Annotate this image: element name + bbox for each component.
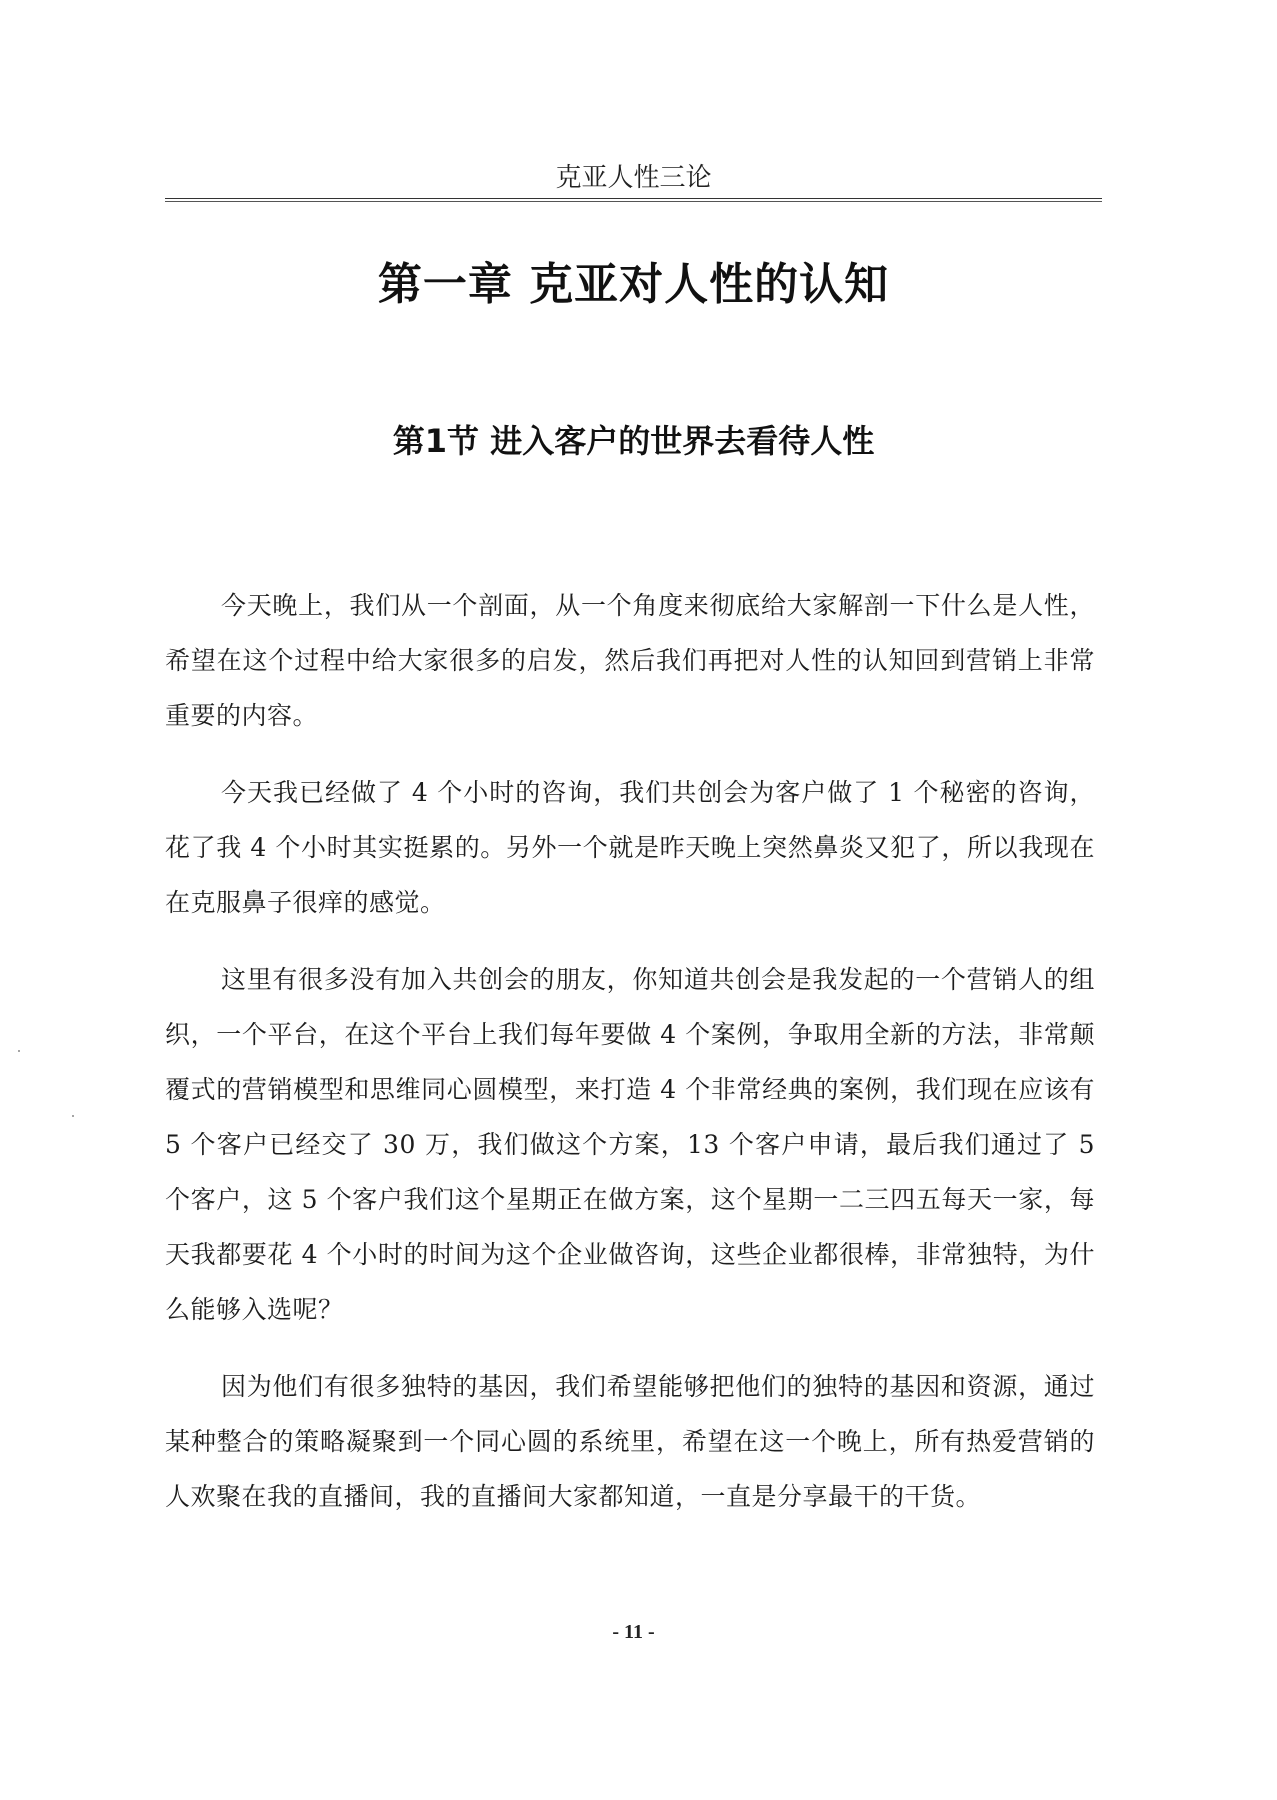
paragraph: 这里有很多没有加入共创会的朋友，你知道共创会是我发起的一个营销人的组织，一个平台，在这个平台上我们每年要做 4 个案例，争取用全新的方法，非常颠覆式的营销模型和思维同心圆模型，来打造 4 个非常经典的案例，我们现在应该有 5 个客户已经交了 30 万，我们做这个方案，13 个客户申请，最后我们通过了 5 个客户，这 5 个客户我们这个星期正在做方案，这个星期一二三四五每天一家，每天我都要花 4 个小时的时间为这个企业做咨询，这些企业都很棒，非常独特，为什么能够入选呢？: [165, 965, 1095, 1324]
header-rule-secondary: [165, 201, 1102, 202]
paragraph: 因为他们有很多独特的基因，我们希望能够把他们的独特的基因和资源，通过某种整合的策略凝聚到一个同心圆的系统里，希望在这一个晚上，所有热爱营销的人欢聚在我的直播间，我的直播间大家都知道，一直是分享最干的干货。: [165, 1372, 1095, 1511]
page-number: - 11 -: [612, 1621, 655, 1643]
chapter-title: 第一章 克亚对人性的认知: [377, 259, 890, 310]
running-header-title: 克亚人性三论: [555, 163, 712, 193]
body-text: [165, 578, 1095, 1546]
header-rule: [165, 198, 1102, 199]
scan-speck: [72, 1115, 74, 1117]
scan-speck: [18, 1050, 20, 1052]
paragraph: 今天我已经做了 4 个小时的咨询，我们共创会为客户做了 1 个秘密的咨询，花了我 4 个小时其实挺累的。另外一个就是昨天晚上突然鼻炎又犯了，所以我现在在克服鼻子很痒的感觉。: [165, 778, 1095, 917]
section-title: 第1节 进入客户的世界去看待人性: [392, 422, 875, 460]
paragraph: 今天晚上，我们从一个剖面，从一个角度来彻底给大家解剖一下什么是人性，希望在这个过程中给大家很多的启发，然后我们再把对人性的认知回到营销上非常重要的内容。: [165, 591, 1095, 730]
